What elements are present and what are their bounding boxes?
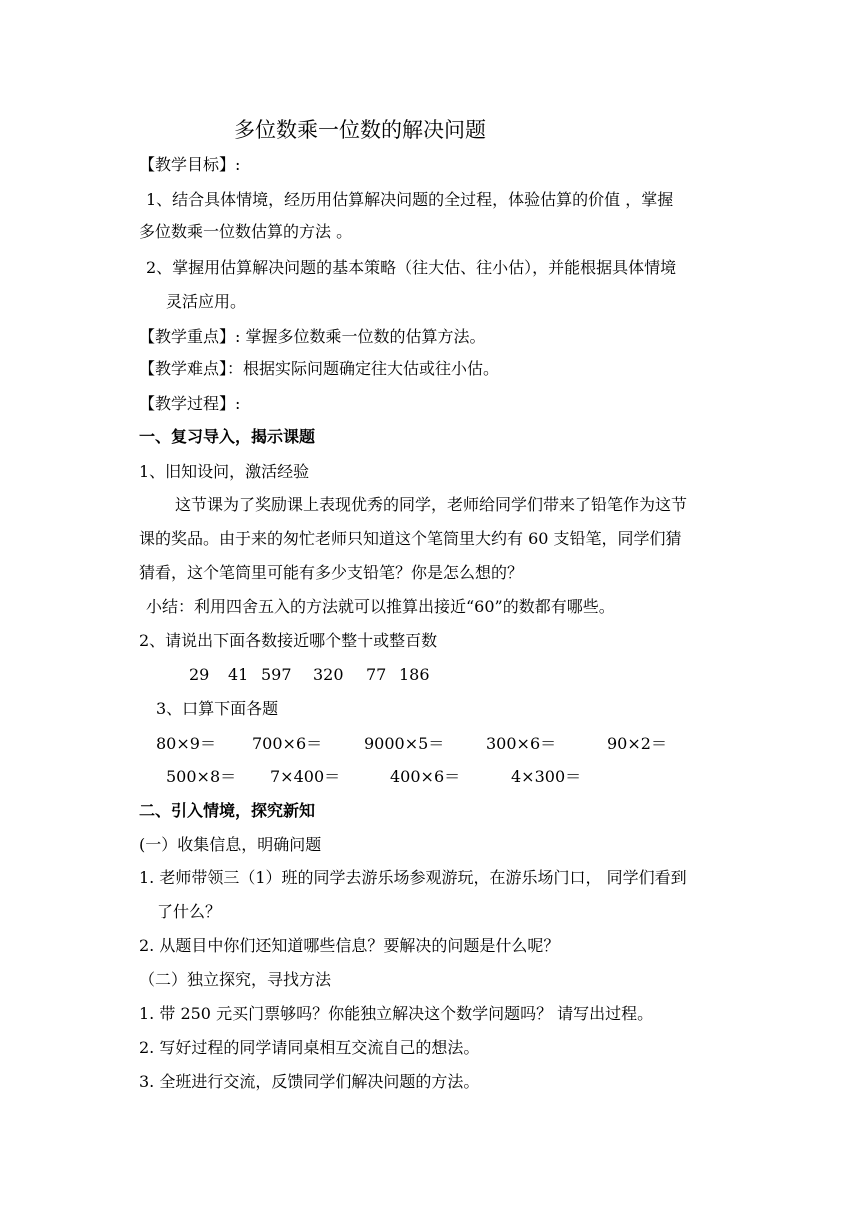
objective-2-line-1: 2、掌握用估算解决问题的基本策略（往大估、往小估），并能根据具体情境 — [146, 258, 677, 277]
number-item: 597 — [261, 665, 292, 684]
objectives-heading: 【教学目标】: — [139, 155, 241, 174]
difficult-point: 【教学难点】：根据实际问题确定往大估或往小估。 — [139, 359, 500, 378]
key-point: 【教学重点】: 掌握多位数乘一位数的估算方法。 — [139, 327, 486, 346]
oral-item: 500×8＝ — [166, 767, 237, 786]
oral-item: 700×6＝ — [252, 734, 323, 753]
section-2-item-2-1: 1. 带 250 元买门票够吗？你能独立解决这个数学问题吗？ 请写出过程。 — [139, 1004, 654, 1023]
number-item: 186 — [399, 665, 430, 684]
number-item: 41 — [228, 665, 249, 684]
objective-2-line-2: 灵活应用。 — [166, 292, 247, 311]
section-2-part-1: (一）收集信息，明确问题 — [139, 835, 322, 854]
objective-1-line-2: 多位数乘一位数估算的方法 。 — [139, 222, 353, 241]
number-item: 77 — [366, 665, 387, 684]
section-1-para-line-2: 课的奖品。由于来的匆忙老师只知道这个笔筒里大约有 60 支铅笔，同学们猜 — [139, 529, 682, 548]
section-1-summary: 小结：利用四舍五入的方法就可以推算出接近“60”的数都有哪些。 — [146, 597, 615, 616]
section-1-sub-1: 1、旧知设问，激活经验 — [139, 462, 310, 481]
oral-item: 9000×5＝ — [364, 734, 445, 753]
section-2-part-2: （二）独立探究，寻找方法 — [139, 970, 332, 989]
oral-item: 7×400＝ — [270, 767, 341, 786]
section-1-heading: 一、复习导入，揭示课题 — [139, 427, 316, 446]
process-heading: 【教学过程】: — [139, 394, 241, 413]
section-1-sub-2: 2、请说出下面各数接近哪个整十或整百数 — [139, 631, 438, 650]
oral-item: 4×300＝ — [511, 767, 582, 786]
section-2-item-2-2: 2. 写好过程的同学请同桌相互交流自己的想法。 — [139, 1038, 480, 1057]
section-2-item-1-2: 2. 从题目中你们还知道哪些信息？要解决的问题是什么呢？ — [139, 936, 560, 955]
section-1-para-line-1: 这节课为了奖励课上表现优秀的同学，老师给同学们带来了铅笔作为这节 — [175, 495, 688, 514]
oral-item: 300×6＝ — [486, 734, 557, 753]
section-2-heading: 二、引入情境，探究新知 — [139, 801, 316, 820]
oral-item: 80×9＝ — [156, 734, 216, 753]
number-item: 320 — [313, 665, 344, 684]
section-2-item-1-1-line-2: 了什么？ — [157, 902, 222, 921]
section-1-para-line-3: 猜看，这个笔筒里可能有多少支铅笔？你是怎么想的？ — [139, 563, 524, 582]
objective-1-line-1: 1、结合具体情境，经历用估算解决问题的全过程，体验估算的价值 ，掌握 — [146, 190, 674, 209]
oral-item: 400×6＝ — [390, 767, 461, 786]
section-2-item-1-1-line-1: 1. 老师带领三（1）班的同学去游乐场参观游玩，在游乐场门口， 同学们看到 — [139, 868, 687, 887]
oral-item: 90×2＝ — [607, 734, 667, 753]
section-1-sub-3: 3、口算下面各题 — [156, 699, 279, 718]
number-item: 29 — [189, 665, 210, 684]
page-title: 多位数乘一位数的解决问题 — [234, 118, 486, 142]
section-2-item-2-3: 3. 全班进行交流，反馈同学们解决问题的方法。 — [139, 1072, 480, 1091]
